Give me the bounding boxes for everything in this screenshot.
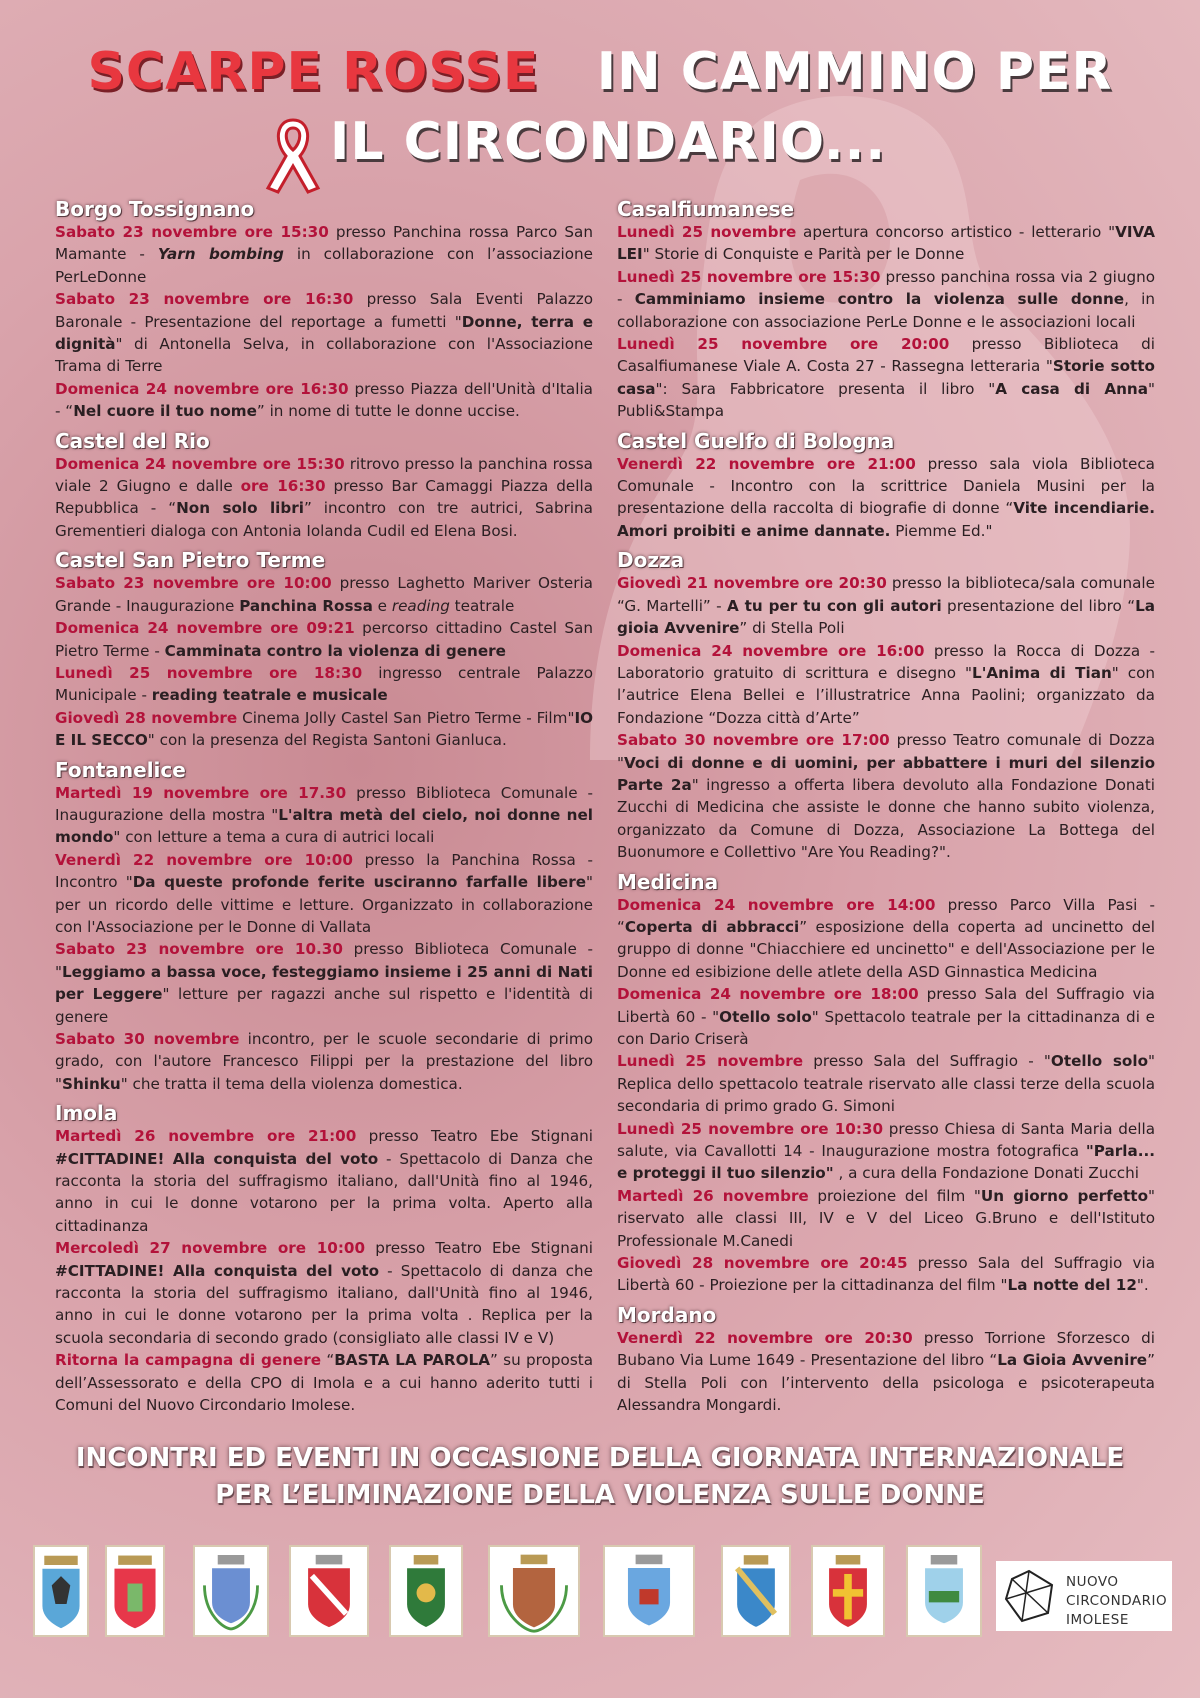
- crest-icon: [811, 1545, 885, 1637]
- event-highlight: A tu per tu con gli autori: [727, 596, 942, 615]
- event-highlight: La notte del 12: [1007, 1276, 1137, 1295]
- event-text: " riservato alle classi III, IV e V del Liceo G.Bruno e dell'Istituto Professionale M.Canedi: [617, 1186, 1155, 1250]
- event-date: Giovedì 28 novembre: [55, 708, 238, 727]
- event-text: proiezione del film ": [808, 1186, 981, 1205]
- event-text: e: [372, 596, 392, 615]
- event-text: " di Antonella Selva, in collaborazione con l'Associazione Trama di Terre: [55, 335, 593, 376]
- event-text: presso Biblioteca Comunale - ": [55, 940, 593, 981]
- event-highlight: L'altra metà del cielo, noi donne nel mondo: [55, 805, 594, 847]
- event-text: in collaborazione con l’associazione PerLeDonne: [55, 245, 593, 286]
- event-date: Domenica 24 novembre ore 16:00: [617, 641, 925, 660]
- event-text: presso Bar Camaggi Piazza della Repubblica - “: [55, 477, 593, 518]
- event-highlight: Un giorno perfetto: [980, 1186, 1148, 1205]
- event-text: - Spettacolo di Danza che racconta la storia del suffragismo italiano, dall'Unità fino al 1946, anno in cui le donne votarono per la prima volta. Aperto alla cittadinanza: [55, 1149, 593, 1235]
- event-text: - Spettacolo di danza che racconta la storia del suffragismo italiano, dall'Unità fino al 1946, anno in cui le donne votarono per la prima volta . Replica per la scuola secondaria di secondo grado (consigliato alle classi IV e V): [55, 1261, 593, 1347]
- event-date: Giovedì 21 novembre ore 20:30: [617, 574, 887, 593]
- event-italic: reading: [391, 596, 450, 615]
- event-date: Venerdì 22 novembre ore 20:30: [617, 1328, 913, 1347]
- event-text: , in collaborazione con associazione PerLe Donne e le associazioni locali: [617, 290, 1155, 331]
- event-highlight: VIVA LEI: [617, 223, 1155, 264]
- event-text: presso Sala Eventi Palazzo Baronale - Presentazione del reportage a fumetti ": [55, 290, 593, 331]
- event-text: " per un ricordo delle vittime e letture. Organizzato in collaborazione con l'Associazione per le Donne di Vallata: [55, 873, 594, 936]
- town-heading: Borgo Tossignano: [55, 197, 255, 221]
- footer-line-2: PER L’ELIMINAZIONE DELLA VIOLENZA SULLE DONNE: [215, 1480, 985, 1510]
- event-text: " Replica dello spettacolo teatrale riservato alle classi terze della scuola secondaria di primo grado G. Simoni: [617, 1052, 1156, 1116]
- event-date: Martedì 19 novembre ore 17.30: [55, 783, 347, 802]
- event-date: Domenica 24 novembre ore 16:30: [55, 379, 349, 398]
- town-heading: Fontanelice: [55, 757, 186, 782]
- event-date: Sabato 23 novembre ore 10:00: [55, 574, 332, 593]
- event-date: Lunedì 25 novembre ore 15:30: [617, 267, 881, 286]
- event-highlight: IO E IL SECCO: [55, 708, 593, 750]
- event-date: Martedì 26 novembre: [617, 1186, 809, 1205]
- event-highlight: Yarn bombing: [157, 245, 284, 264]
- event-highlight: Shinku: [62, 1074, 121, 1093]
- event-date: Giovedì 28 novembre ore 20:45: [617, 1254, 908, 1273]
- event-highlight: Panchina Rossa: [239, 596, 373, 615]
- event-item: [617, 894, 1155, 984]
- red-ribbon-icon: [262, 116, 324, 194]
- event-text: presso Teatro Ebe Stignani: [365, 1239, 593, 1258]
- event-highlight: Leggiamo a bassa voce, festeggiamo insieme i 25 anni di Nati per Leggere: [55, 962, 593, 1004]
- event-text: " che tratta il tema della violenza domestica.: [120, 1074, 463, 1093]
- event-text: ingresso centrale Palazzo Municipale -: [55, 663, 593, 705]
- event-item: [55, 617, 593, 662]
- event-text: presso Teatro Ebe Stignani: [356, 1127, 594, 1146]
- event-text: presso sala viola Biblioteca Comunale - Incontro con la scrittrice Daniela Musini per la presentazione della raccolta di biografie di donne “: [617, 454, 1155, 518]
- network-icon: [1000, 1567, 1058, 1625]
- logo-line: NUOVO: [1066, 1574, 1119, 1590]
- event-text: presso Parco Villa Pasi - “: [617, 895, 1155, 936]
- event-highlight: L'Anima di Tian: [972, 663, 1112, 682]
- event-item: [617, 1050, 1155, 1117]
- event-item: [617, 1252, 1155, 1297]
- event-text: , a cura della Fondazione Donati Zucchi: [833, 1164, 1140, 1183]
- town-heading: Castel Guelfo di Bologna: [617, 428, 895, 453]
- event-date: Lunedì 25 novembre: [617, 223, 797, 241]
- title-white: IN CAMMINO PER: [596, 42, 1113, 102]
- event-date: Sabato 23 novembre ore 15:30: [55, 223, 329, 241]
- event-item: [617, 572, 1155, 639]
- event-item: [55, 572, 593, 617]
- town-heading: Castel del Rio: [55, 428, 210, 453]
- crest-icon: [488, 1545, 580, 1637]
- event-text: apertura concorso artistico - letterario ": [796, 223, 1116, 241]
- crest-icon: [33, 1545, 89, 1637]
- event-item: [55, 849, 593, 939]
- event-date: Lunedì 25 novembre: [617, 1052, 804, 1071]
- event-text: " con l’autrice Elena Bellei e l’illustratrice Anna Paolini; organizzato da Fondazione “Dozza città d’Arte”: [617, 663, 1155, 727]
- town-heading: Medicina: [617, 869, 719, 894]
- event-text: presso panchina rossa via 2 giugno -: [617, 267, 1156, 309]
- event-item: [55, 662, 593, 707]
- event-item: [617, 266, 1155, 333]
- event-highlight: reading teatrale e musicale: [151, 686, 388, 705]
- logo-line: IMOLESE: [1066, 1612, 1129, 1628]
- event-item: [617, 640, 1155, 730]
- event-text: presso la Panchina Rossa - Incontro ": [55, 850, 593, 892]
- town-heading: Castel San Pietro Terme: [55, 548, 326, 573]
- event-item: [55, 1125, 593, 1237]
- event-date: Martedì 26 novembre ore 21:00: [55, 1127, 357, 1146]
- event-highlight: Coperta di abbracci: [624, 917, 800, 936]
- event-highlight: A casa di Anna: [995, 379, 1148, 398]
- event-text: incontro, per le scuole secondarie di primo grado, con l'autore Francesco Filippi per la prestazione del libro ": [55, 1030, 593, 1093]
- event-text: " letture per ragazzi anche sul rispetto e l'identità di genere: [55, 985, 593, 1026]
- event-text: ritrovo presso la panchina rossa viale 2 Giugno e dalle: [55, 454, 593, 496]
- event-text: presso Panchina rossa Parco San Mamante -: [55, 223, 593, 264]
- crest-icon: [389, 1545, 463, 1637]
- event-date: Sabato 23 novembre ore 16:30: [55, 290, 354, 309]
- event-text: presso Sala del Suffragio via Libertà 60 - ": [617, 985, 1155, 1026]
- event-highlight: #CITTADINE! Alla conquista del voto: [55, 1149, 379, 1168]
- event-date: Lunedì 25 novembre ore 20:00: [617, 335, 950, 354]
- event-text: presso la biblioteca/sala comunale “G. Martelli” -: [617, 574, 1155, 615]
- event-text: Cinema Jolly Castel San Pietro Terme - Film": [237, 708, 575, 727]
- left-column: [55, 197, 593, 1417]
- event-date: Venerdì 22 novembre ore 10:00: [55, 850, 353, 869]
- event-date: Sabato 30 novembre: [55, 1030, 240, 1048]
- event-date: Ritorna la campagna di genere: [55, 1351, 322, 1370]
- footer-line-1: INCONTRI ED EVENTI IN OCCASIONE DELLA GIORNATA INTERNAZIONALE: [75, 1443, 1125, 1473]
- town-heading: Mordano: [617, 1302, 717, 1327]
- event-item: [55, 938, 593, 1028]
- crest-icon: [906, 1545, 982, 1637]
- event-item: [55, 782, 593, 849]
- event-text: " Spettacolo teatrale per la cittadinanza di e con Dario Criserà: [617, 1007, 1155, 1048]
- event-item: [617, 1185, 1155, 1252]
- event-date: Lunedì 25 novembre ore 10:30: [617, 1119, 884, 1138]
- nuovo-circondario-imolese-logo: [996, 1561, 1172, 1631]
- event-date: Sabato 23 novembre ore 10.30: [55, 940, 343, 959]
- event-highlight: Vite incendiarie. Amori proibiti e anime dannate.: [617, 499, 1155, 540]
- event-highlight: "Parla... e proteggi il tuo silenzio": [617, 1142, 1155, 1183]
- crest-icon: [193, 1545, 269, 1637]
- event-text: ” di Stella Poli con l’intervento della psicologa e psicoterapeuta Alessandra Mongardi.: [617, 1351, 1155, 1415]
- event-highlight: Camminiamo insieme contro la violenza sulle donne: [634, 290, 1125, 309]
- event-highlight: BASTA LA PAROLA: [334, 1351, 490, 1370]
- event-text: “: [321, 1351, 335, 1370]
- crest-icon: [721, 1545, 791, 1637]
- event-date: Domenica 24 novembre ore 09:21: [55, 619, 355, 638]
- municipal-crests-row: [33, 1545, 1173, 1645]
- event-item: [617, 983, 1155, 1050]
- event-date: Mercoledì 27 novembre ore 10:00: [55, 1239, 366, 1258]
- town-heading: Imola: [55, 1101, 118, 1126]
- event-highlight: Otello solo: [1050, 1052, 1149, 1071]
- event-highlight: Storie sotto casa: [617, 357, 1155, 398]
- event-highlight: Nel cuore il tuo nome: [73, 402, 257, 421]
- event-date: Sabato 30 novembre ore 17:00: [617, 731, 890, 750]
- crest-icon: [289, 1545, 369, 1637]
- event-text: ” su proposta dell’Assessorato e della CPO di Imola e a cui hanno aderito tutti i Comuni del Nuovo Circondario Imolese.: [55, 1351, 593, 1415]
- crest-icon: [105, 1545, 165, 1637]
- event-text: presso Teatro comunale di Dozza ": [617, 731, 1155, 772]
- event-item: [617, 453, 1155, 543]
- event-text: " ingresso a offerta libera devoluto alla Fondazione Donati Zucchi di Medicina che assiste le donne che hanno subito violenza, organizzato da Comune di Dozza, Associazione La Bottega del Buonumore e Collettivo "Are You Reading?".: [617, 775, 1155, 862]
- event-date: Domenica 24 novembre ore 18:00: [617, 985, 919, 1004]
- event-text: " con la presenza del Regista Santoni Gianluca.: [147, 731, 507, 750]
- crest-icon: [603, 1545, 695, 1637]
- event-text: presentazione del libro “: [941, 596, 1136, 615]
- event-text: ” esposizione della coperta ad uncinetto del gruppo di donne "Chiacchiere ed uncinetto" e dell'Associazione per le Donne ed esibizione delle atlete della ASD Ginnastica Medicina: [617, 917, 1155, 981]
- logo-line: CIRCONDARIO: [1066, 1593, 1168, 1609]
- title-red: SCARPE ROSSE: [87, 42, 540, 102]
- event-date: Venerdì 22 novembre ore 21:00: [617, 454, 916, 473]
- title-line-2: IL CIRCONDARIO...: [330, 112, 887, 172]
- event-text: ” di Stella Poli: [739, 619, 845, 638]
- event-item: [55, 378, 593, 423]
- event-item: [55, 221, 593, 288]
- event-highlight: Otello solo: [719, 1007, 812, 1026]
- event-date: Domenica 24 novembre ore 15:30: [55, 454, 345, 473]
- event-text: ": Sara Fabbricatore presenta il libro ": [655, 379, 996, 398]
- event-highlight: Donne, terra e dignità: [55, 312, 593, 354]
- event-item: [617, 1118, 1155, 1185]
- event-highlight: #CITTADINE! Alla conquista del voto: [55, 1261, 380, 1280]
- event-item: [55, 1349, 593, 1416]
- event-text: ” incontro con tre autrici, Sabrina Grementieri dialoga con Antonia Iolanda Cudil ed Elena Bosi.: [55, 499, 593, 540]
- event-text: " Publi&Stampa: [617, 379, 1155, 421]
- right-column: [617, 197, 1155, 1417]
- event-text: presso Piazza dell'Unità d'Italia - “: [55, 379, 593, 421]
- event-highlight: Voci di donne e di uomini, per abbattere i muri del silenzio Parte 2a: [617, 753, 1155, 794]
- logo-text: [1066, 1573, 1167, 1630]
- event-text: presso Laghetto Mariver Osteria Grande - Inaugurazione: [55, 574, 593, 615]
- event-text: ” in nome di tutte le donne uccise.: [256, 402, 520, 421]
- event-text: presso Sala del Suffragio - ": [803, 1052, 1051, 1071]
- event-text: teatrale: [449, 596, 515, 615]
- event-item: [617, 221, 1155, 266]
- event-item: [55, 1237, 593, 1349]
- event-text: presso Biblioteca Comunale - Inaugurazione della mostra ": [55, 783, 593, 824]
- event-text: presso Biblioteca di Casalfiumanese Viale A. Costa 27 - Rassegna letteraria ": [617, 335, 1155, 376]
- title-line-1: [0, 42, 1200, 102]
- event-text: presso la Rocca di Dozza - Laboratorio gratuito di scrittura e disegno ": [617, 641, 1155, 682]
- event-highlight: Non solo libri: [176, 499, 304, 518]
- event-text: presso Sala del Suffragio via Libertà 60 - Proiezione per la cittadinanza del film ": [617, 1254, 1155, 1295]
- event-item: [55, 288, 593, 378]
- event-text: presso Torrione Sforzesco di Bubano Via Lume 1649 - Presentazione del libro “: [617, 1328, 1155, 1370]
- event-text: presso Chiesa di Santa Maria della salute, via Cavallotti 14 - Inaugurazione mostra fotografica: [617, 1119, 1155, 1161]
- event-date: ore 16:30: [240, 477, 326, 496]
- event-highlight: Da queste profonde ferite usciranno farfalle libere: [132, 873, 587, 892]
- event-item: [617, 333, 1155, 423]
- event-highlight: Camminata contro la violenza di genere: [164, 641, 506, 660]
- event-text: Piemme Ed.": [890, 521, 993, 540]
- event-item: [55, 1028, 593, 1095]
- event-item: [617, 1327, 1155, 1417]
- event-item: [617, 729, 1155, 863]
- event-item: [55, 707, 593, 752]
- event-highlight: La gioia Avvenire: [617, 596, 1155, 638]
- event-date: Domenica 24 novembre ore 14:00: [617, 895, 936, 914]
- event-text: percorso cittadino Castel San Pietro Terme -: [55, 619, 593, 660]
- event-highlight: La Gioia Avvenire: [997, 1351, 1148, 1370]
- town-heading: Casalfiumanese: [617, 197, 795, 221]
- event-text: " con letture a tema a cura di autrici locali: [113, 828, 435, 847]
- event-date: Lunedì 25 novembre ore 18:30: [55, 663, 363, 682]
- event-text: " Storie di Conquiste e Parità per le Donne: [642, 245, 965, 264]
- town-heading: Dozza: [617, 548, 685, 573]
- event-text: ".: [1136, 1276, 1149, 1295]
- event-item: [55, 453, 593, 543]
